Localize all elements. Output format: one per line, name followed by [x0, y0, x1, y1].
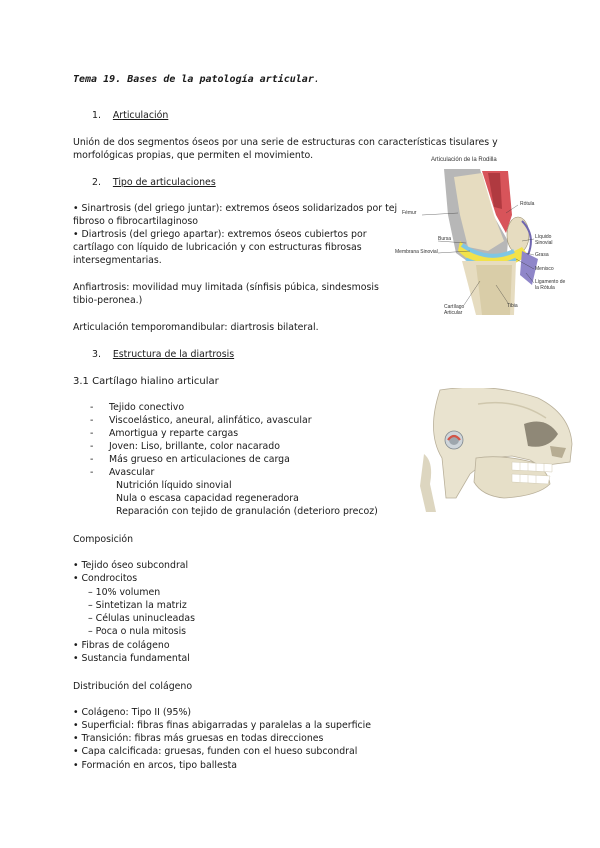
tipo-line: intersegmentarias.	[73, 255, 162, 266]
list-item: • Capa calcificada: gruesas, funden con el hueso subcondral	[73, 746, 358, 757]
label-rotula: Rótula	[520, 201, 535, 207]
dash-list	[90, 402, 312, 480]
list-item: • Formación en arcos, tipo ballesta	[73, 760, 238, 771]
label-ligamento: Ligamento de la Rótula	[535, 279, 566, 291]
paragraph-line: Unión de dos segmentos óseos por una serie de estructuras con características tisulares y	[73, 137, 498, 148]
composicion-heading: Composición	[73, 534, 134, 545]
list-item: - Más grueso en articulaciones de carga	[90, 454, 290, 465]
title-topic: Tema 19	[73, 74, 116, 85]
label-bursa: Bursa	[438, 236, 452, 242]
list-item: - Avascular	[90, 467, 155, 478]
label-tibia: Tibia	[507, 303, 518, 309]
tipo-line: • Diartrosis (del griego apartar): extremos óseos cubiertos por	[73, 229, 367, 240]
tipo-line: cartílago con líquido de lubricación y con estructuras fibrosas	[73, 242, 362, 253]
label-menisco: Menisco	[535, 266, 554, 272]
atm-line: Articulación temporomandibular: diartrosis bilateral.	[73, 322, 319, 333]
list-item: Reparación con tejido de granulación (deterioro precoz)	[116, 506, 378, 517]
knee-joint-figure	[396, 155, 582, 325]
paragraph-line: morfológicas propias, que permiten el movimiento.	[73, 150, 314, 161]
anfiartrosis-line: Anfiartrosis: movilidad muy limitada (sínfisis púbica, sindesmosis	[73, 282, 379, 293]
distribucion-heading: Distribución del colágeno	[73, 681, 193, 692]
skull-illustration	[420, 388, 580, 512]
figure-title: Articulación de la Rodilla	[431, 157, 497, 163]
skull-tmj-figure	[420, 388, 580, 512]
label-membrana: Membrana Sinovial	[395, 249, 438, 255]
label-liquido: Líquido Sinovial	[535, 234, 553, 246]
list-item: • Sustancia fundamental	[73, 653, 190, 664]
list-item: • Colágeno: Tipo II (95%)	[73, 707, 192, 718]
title-text: . Bases de la patología articular	[115, 74, 314, 85]
section-label: Estructura de la diartrosis	[112, 349, 235, 360]
section-heading-3: 3. Estructura de la diartrosis	[92, 349, 235, 360]
tipo-line: • Sinartrosis (del griego juntar): extremos óseos solidarizados por tej	[73, 203, 398, 214]
list-item: • Superficial: fibras finas abigarradas y paralelas a la superficie	[73, 720, 372, 731]
section-heading-2: 2. Tipo de articulaciones	[92, 177, 216, 188]
list-item: – Células uninucleadas	[88, 613, 195, 624]
anfiartrosis-line: tibio-peronea.)	[73, 295, 143, 306]
label-femur: Fémur	[402, 210, 417, 216]
list-item: – Poca o nula mitosis	[88, 626, 187, 637]
list-item: - Amortigua y reparte cargas	[90, 428, 239, 439]
tipo-line: fibroso o fibrocartilaginoso	[73, 216, 199, 227]
label-cartilago: Cartílago Articular	[444, 304, 465, 316]
list-item: Nula o escasa capacidad regeneradora	[116, 493, 299, 504]
list-item: • Fibras de colágeno	[73, 640, 170, 651]
list-item: – 10% volumen	[88, 587, 161, 598]
list-item: - Joven: Liso, brillante, color nacarado	[90, 441, 280, 452]
subsection-heading: 3.1 Cartílago hialino articular	[73, 376, 219, 387]
list-item: - Viscoelástico, aneural, alinfático, avascular	[90, 415, 312, 426]
label-grasa: Grasa	[535, 252, 549, 258]
section-label: Tipo de articulaciones	[112, 177, 216, 188]
avascular-sublist	[116, 480, 378, 519]
list-item: • Transición: fibras más gruesas en todas direcciones	[73, 733, 324, 744]
list-item: • Condrocitos	[73, 573, 138, 584]
section-label: Articulación	[112, 110, 169, 121]
list-item: – Sintetizan la matriz	[88, 600, 187, 611]
list-item: - Tejido conectivo	[90, 402, 185, 413]
section-heading-1: 1. Articulación	[92, 110, 169, 121]
list-item: • Tejido óseo subcondral	[73, 560, 189, 571]
list-item: Nutrición líquido sinovial	[116, 480, 232, 491]
document-title: Tema 19. Bases de la patología articular.	[73, 74, 320, 85]
